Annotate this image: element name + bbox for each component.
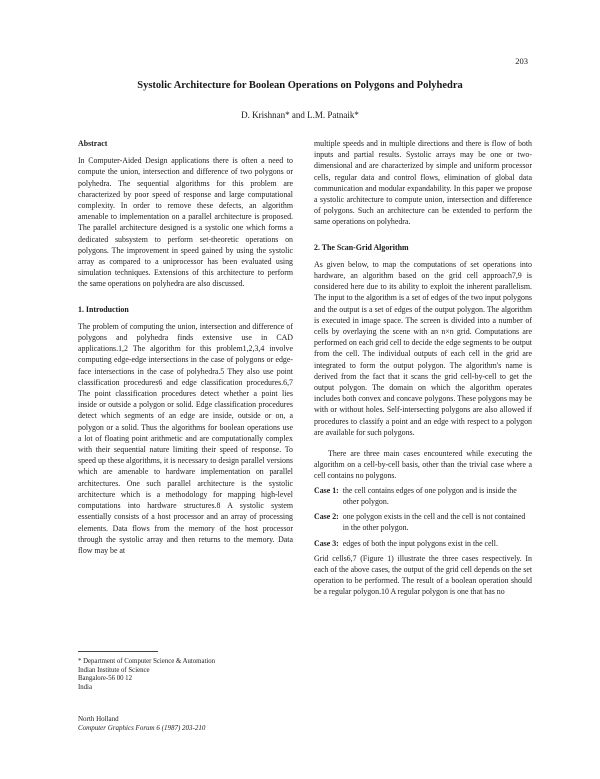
section2-paragraph-3: Grid cells6,7 (Figure 1) illustrate the three cases respectively. In each of the above cases, the output of the grid cell depends on the set operation to be performed. The result of a boolean operation should be a regular polygon.10 A regular polygon is one that has no — [314, 553, 533, 597]
left-column — [78, 138, 293, 556]
introduction-heading: 1. Introduction — [78, 304, 129, 314]
introduction-continued-text: multiple speeds and in multiple directions and there is flow of both inputs and partial results. Systolic arrays may be one or two-dimensional and are characterized by simple and uniform processor cells, regular data and control flows, elimination of global data communication and modular expandability. In this paper we propose a systolic architecture to compute union, intersection and difference of polygons. Such an architecture can be extended to perform the same operations on polyhedra. — [314, 139, 532, 227]
affiliation-footnote — [78, 651, 293, 692]
abstract-heading: Abstract — [78, 139, 108, 148]
section2-paragraph-2: There are three main cases encountered while executing the algorithm on a cell-by-cell basis, other than the trivial case where a cell contains no polygons. — [314, 449, 532, 481]
case-item — [314, 485, 532, 507]
case-label: Case 2: — [314, 512, 339, 522]
case-text: edges of both the input polygons exist in the cell. — [342, 538, 498, 548]
case-item — [314, 538, 532, 549]
paper-title: Systolic Architecture for Boolean Operations on Polygons and Polyhedra — [137, 80, 463, 91]
case-label: Case 3: — [314, 538, 339, 548]
footnote-institute: Indian Institute of Science — [78, 666, 150, 674]
abstract-text: In Computer-Aided Design applications there is often a need to compute the union, intersection and difference of two polygons or polyhedra. The sequential algorithms for this problem are characterized by poor speed of response and large computational complexity. In order to remove these defects, an algorithm amenable to implementation on a parallel architecture is proposed. The parallel architecture designed is a systolic one which forms a dedicated subsystem to perform set-theoretic operations on polygons. The improvement in speed gained by using the systolic array as compared to a uniprocessor has been evaluated using simulation techniques. Extensions of this architecture to perform the same operations on polyhedra are also discussed. — [78, 156, 293, 289]
footnote-rule — [78, 651, 158, 652]
case-item — [314, 511, 532, 533]
section2-heading: 2. The Scan-Grid Algorithm — [314, 242, 409, 252]
case-text: one polygon exists in the cell and the cell is not contained in the other polygon. — [342, 512, 526, 533]
footnote-country: India — [78, 683, 92, 691]
right-column — [314, 138, 532, 598]
footnote-city: Bangalore-56 00 12 — [78, 675, 132, 683]
journal-citation: Computer Graphics Forum 6 (1987) 203-210 — [78, 724, 206, 732]
section2-paragraph-1: As given below, to map the computations of set operations into hardware, an algorithm based on the grid cell approach7,9 is considered here due to its ability to exploit the inherent parallelism. The input to the algorithm is a set of edges of the two input polygons and the output is a set of edges of the output polygon. The algorithm is executed in image space. The screen is divided into a number of cells by overlaying the scene with an n×n grid. Computations are performed on each grid cell to decide the edge segments to be output from the cell. The individual outputs of each cell in the grid are integrated to form the output polygon. The algorithm's name is derived from the fact that it scans the grid cell-by-cell to get the output polygon. The domain on which the algorithm operates includes both convex and concave polygons. These polygons may be with or without holes. Self-intersecting polygons are also allowed if procedures to classify a point and an edge with respect to a polygon are available for such polygons. — [314, 259, 532, 437]
page-number: 203 — [515, 56, 528, 66]
publisher-info — [78, 715, 205, 733]
footnote-department: * Department of Computer Science & Automation — [78, 658, 216, 665]
case-label: Case 1: — [314, 485, 339, 495]
publisher-name: North Holland — [78, 715, 119, 723]
case-text: the cell contains edges of one polygon and is inside the other polygon. — [342, 485, 517, 506]
author-line: D. Krishnan* and L.M. Patnaik* — [241, 110, 359, 120]
introduction-text: The problem of computing the union, intersection and difference of polygons and polyhedra finds extensive use in CAD applications.1,2 The algorithm for this problem1,2,3,4 involve computing edge-edge intersections in the case of polygons or edge-face intersections in the case of polyhedra.5 They also use point classification procedures6 and edge classification procedures.6,7 The point classification procedures detect whether a point lies inside or outside a polygon or solid. Edge classification procedures detect which segments of an edge are inside, outside or on, a polygon or a solid. Thus the algorithms for boolean operations use a lot of floating point arithmetic and are computationally complex with their sequential nature limiting their speed of response. To speed up these algorithms, it is necessary to design parallel versions which are amenable to hardware implementation on parallel architectures. One such parallel architecture is the systolic architecture which is a methodology for mapping high-level computations into hardware structures.8 A systolic system essentially consists of a host processor and an array of processing elements. Data flows from the memory of the host processor through the systolic array and then returns to the memory. Data flow may be at — [78, 321, 293, 555]
